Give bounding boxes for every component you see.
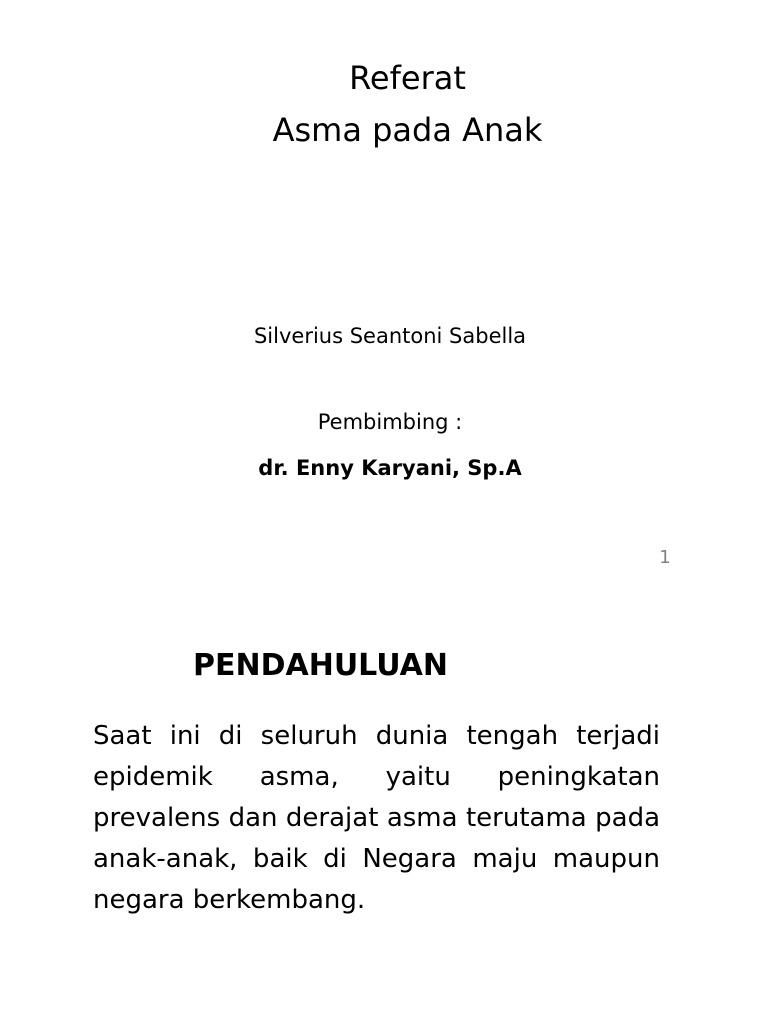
slide-title-line-1: Referat bbox=[349, 59, 466, 97]
supervisor-label: Pembimbing : bbox=[317, 410, 463, 434]
slide-introduction bbox=[0, 580, 768, 1024]
section-heading: PENDAHULUAN bbox=[193, 648, 448, 683]
supervisor-name: dr. Enny Karyani, Sp.A bbox=[258, 456, 522, 480]
author-name: Silverius Seantoni Sabella bbox=[253, 324, 527, 348]
slide-title-line-2: Asma pada Anak bbox=[272, 111, 543, 149]
body-paragraph: Saat ini di seluruh dunia tengah terjadi epidemik asma, yaitu peningkatan prevalens dan derajat asma terutama pada anak-anak, baik di Negara maju maupun negara berkembang. bbox=[93, 721, 660, 915]
page-number: 1 bbox=[659, 547, 671, 568]
